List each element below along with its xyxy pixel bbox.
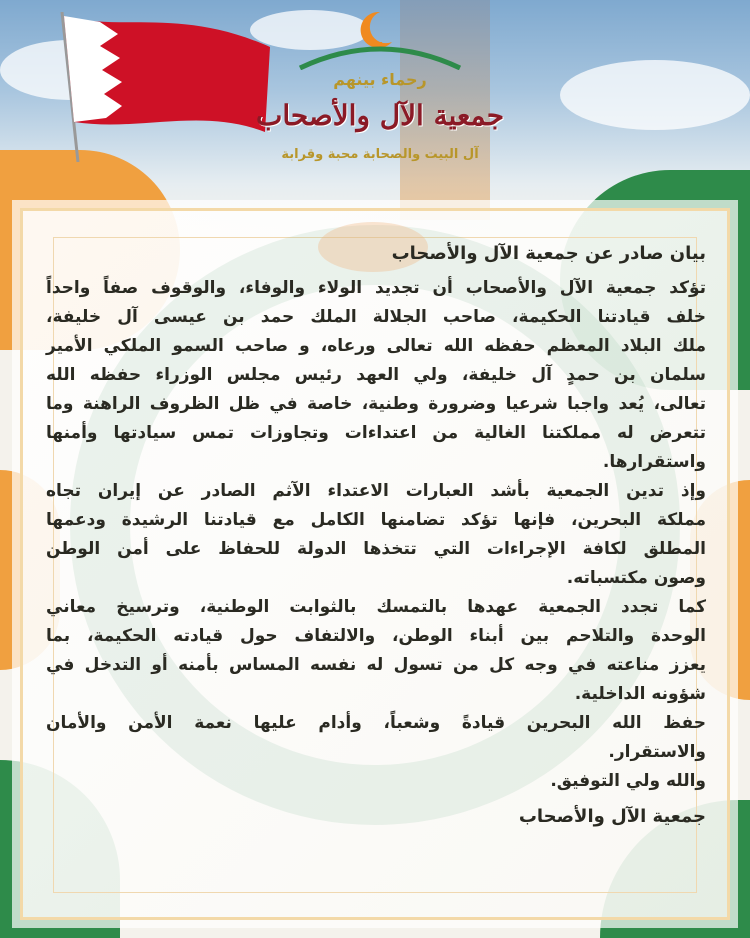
text-line: ملك البلاد المعظم حفظه الله تعالى ورعاه، و صاحب السمو الملكي الأمير (46, 336, 706, 356)
logo-motto: رحماء بينهم (333, 70, 427, 89)
text-line: حفظ الله البحرين قيادةً وشعباً، وأدام عليها نعمة الأمن والأمان (46, 713, 706, 733)
statement-title: بيان صادر عن جمعية الآل والأصحاب (391, 243, 706, 264)
text-line: خلف قيادتنا الحكيمة، صاحب الجلالة الملك حمد بن عيسى آل خليفة، (46, 307, 706, 327)
text-line: المطلق لكافة الإجراءات التي تتخذها الدولة للحفاظ على أمن الوطن (46, 539, 706, 559)
cloud (560, 60, 750, 130)
text-line: وصون مكتسباته. (566, 568, 706, 588)
text-line: والله ولي التوفيق. (550, 771, 706, 791)
crescent-dome-icon (215, 8, 545, 70)
statement-body (46, 238, 706, 832)
text-line: مملكة البحرين، فإنها تؤكد تضامنها الكامل مع قيادتنا الرشيدة ودعمها (46, 510, 706, 530)
association-logo (215, 8, 545, 188)
paragraph (46, 767, 706, 796)
text-line: كما تجدد الجمعية عهدها بالتمسك بالثوابت الوطنية، وترسيخ معاني (46, 597, 706, 617)
paragraph (46, 593, 706, 709)
text-line: شؤونه الداخلية. (574, 684, 706, 704)
statement-paragraphs (46, 274, 706, 796)
text-line: والاستقرار. (608, 742, 706, 762)
text-line: سلمان بن حمدٍ آل خليفة، ولي العهد رئيس مجلس الوزراء حفظه الله (46, 365, 706, 385)
statement-signature: جمعية الآل والأصحاب (518, 806, 706, 827)
logo-name: جمعية الآل والأصحاب (255, 99, 505, 132)
text-line: وإذ تدين الجمعية بأشد العبارات الاعتداء الآثم الصادر عن إيران تجاه (46, 481, 706, 501)
text-line: الوحدة والتلاحم بين أبناء الوطن، والالتفاف حول قيادته الحكيمة، بما (46, 626, 706, 646)
text-line: واستقرارها. (602, 452, 706, 472)
text-line: يعزز مناعته في وجه كل من تسول له نفسه المساس بأمنه أو التدخل في (46, 655, 706, 675)
logo-tagline: آل البيت والصحابة محبة وقرابة (281, 147, 479, 162)
text-line: تؤكد جمعية الآل والأصحاب أن تجديد الولاء والوفاء، والوقوف صفاً واحداً (46, 278, 706, 298)
paragraph (46, 709, 706, 767)
text-line: تعالى، يُعد واجبا شرعيا وضرورة وطنية، خاصة في ظل الظروف الراهنة وما (46, 394, 706, 414)
text-line: تتعرض له مملكتنا الغالية من اعتداءات وتجاوزات تمس سيادتها وأمنها (46, 423, 706, 443)
paragraph (46, 274, 706, 477)
paragraph (46, 477, 706, 593)
